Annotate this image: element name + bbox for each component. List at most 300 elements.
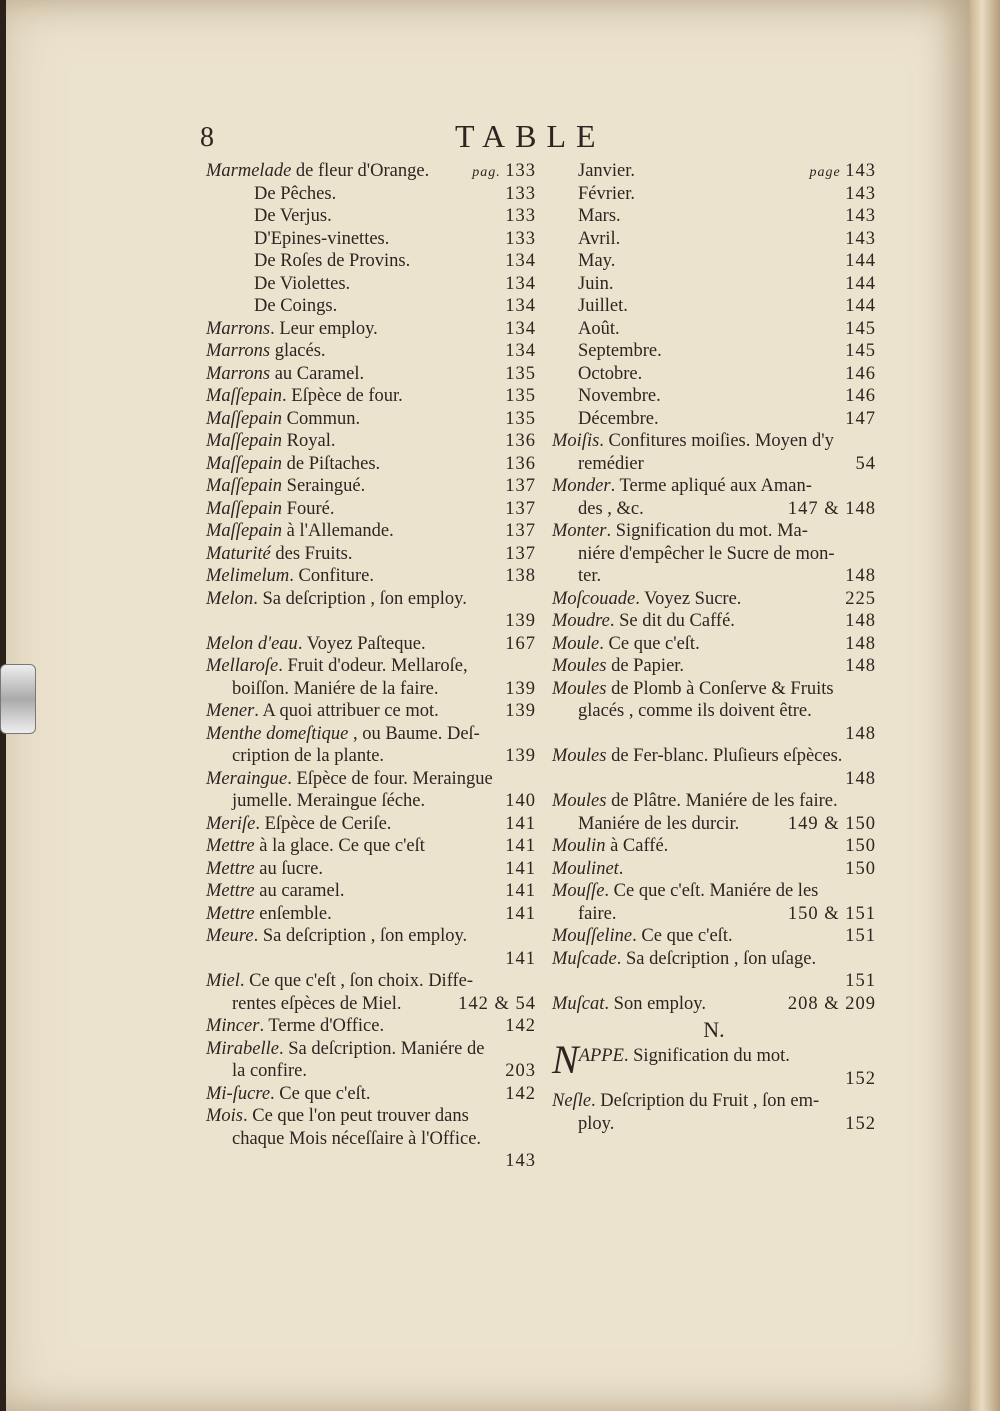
entry-page-ref — [845, 363, 876, 386]
index-entry — [206, 925, 536, 948]
entry-page-ref — [845, 835, 876, 858]
index-entry — [552, 160, 876, 183]
entry-page-ref — [845, 250, 876, 273]
entry-page-ref — [845, 858, 876, 881]
index-entry — [206, 723, 536, 746]
index-entry — [206, 1038, 536, 1061]
entry-text: de fleur d'Orange. — [291, 161, 430, 181]
entry-text: de Piſtaches. — [282, 453, 381, 474]
entry-text: . Eſpèce de four. Meraingue — [287, 768, 493, 789]
index-entry — [552, 453, 876, 476]
index-entry — [552, 183, 876, 206]
entry-page-ref — [845, 723, 876, 746]
entry-text: Avril. — [578, 228, 621, 249]
entry-page-ref — [505, 903, 536, 926]
page-number-ref: 145 — [845, 341, 876, 361]
page-number: 8 — [200, 122, 214, 153]
page-number-ref: 137 — [505, 521, 536, 541]
entry-page-ref — [505, 835, 536, 858]
entry-page-ref — [845, 588, 876, 611]
index-entry — [206, 453, 536, 476]
index-entry — [206, 970, 536, 993]
index-entry — [552, 813, 876, 836]
page-number-ref: 147 — [845, 408, 876, 429]
entry-headword: Marrons — [206, 341, 271, 361]
entry-headword: Moule — [552, 633, 600, 654]
page-number-ref: 146 — [845, 386, 876, 406]
index-entry — [206, 655, 536, 678]
page-number-ref: 147 & 148 — [787, 498, 876, 519]
page-number-ref: 133 — [505, 206, 536, 226]
page-number-ref: 142 — [505, 1016, 536, 1036]
index-entry — [552, 520, 876, 543]
entry-text: Commun. — [282, 408, 361, 429]
entry-page-ref — [505, 1015, 536, 1038]
entry-text: remédier — [578, 453, 644, 474]
entry-headword: Mi-ſucre — [206, 1083, 271, 1104]
index-entry — [206, 250, 536, 273]
entry-page-ref — [505, 610, 536, 633]
entry-text: . Fruit d'odeur. Mellaroſe, — [278, 656, 468, 676]
page-number-ref: 141 — [505, 903, 536, 924]
entry-headword: Moules — [552, 678, 607, 699]
index-entry — [206, 1150, 536, 1173]
entry-headword: Menthe domeſtique — [206, 723, 349, 744]
entry-headword: Mouſſeline — [552, 926, 633, 946]
entry-text: . Ce que c'eſt , ſon choix. Diffe- — [239, 971, 474, 991]
entry-page-ref — [788, 813, 876, 836]
index-entry — [206, 835, 536, 858]
entry-text: . Sa deſcription , ſon employ. — [253, 926, 468, 946]
entry-page-ref — [845, 655, 876, 678]
entry-text: niére d'empêcher le Sucre de mon- — [578, 543, 835, 564]
index-entry — [206, 385, 536, 408]
entry-page-ref — [810, 160, 876, 185]
entry-page-ref — [505, 813, 536, 836]
entry-page-ref — [505, 453, 536, 476]
entry-text: Février. — [578, 183, 636, 204]
index-entry — [206, 1060, 536, 1083]
index-entry — [552, 655, 876, 678]
page-number-ref: 138 — [505, 566, 536, 586]
index-entry — [552, 318, 876, 341]
entry-headword: Muſcat — [552, 993, 605, 1014]
entry-headword: Moiſis — [552, 431, 600, 451]
entry-text: . Voyez Sucre. — [635, 588, 742, 609]
entry-headword: Meriſe — [206, 813, 256, 834]
page-number-ref: 137 — [505, 476, 536, 496]
index-entry — [552, 295, 876, 318]
index-entry — [552, 205, 876, 228]
index-entry — [206, 880, 536, 903]
entry-page-ref — [845, 925, 876, 948]
entry-page-ref — [505, 1083, 536, 1106]
entry-headword: Moules — [552, 656, 607, 676]
entry-text: boiſſon. Maniére de la faire. — [232, 678, 439, 699]
index-entry — [552, 633, 876, 656]
page-number-ref: 133 — [505, 183, 536, 204]
entry-headword: Muſcade — [552, 948, 617, 969]
entry-text: de Plomb à Conſerve & Fruits — [606, 678, 834, 699]
page-number-ref: 134 — [505, 273, 536, 294]
entry-page-ref — [856, 453, 877, 476]
index-entry — [552, 1113, 876, 1136]
entry-headword: Monter — [552, 521, 607, 541]
page-number-ref: 141 — [505, 813, 536, 834]
page-number-ref: 152 — [845, 1068, 876, 1089]
entry-page-ref — [845, 183, 876, 206]
index-entry — [552, 565, 876, 588]
page-number-ref: 148 — [845, 723, 876, 744]
page-number-ref: 135 — [505, 408, 536, 429]
page-number-ref: 136 — [505, 453, 536, 474]
page-number-ref: 133 — [505, 161, 536, 181]
index-entry — [552, 1068, 876, 1091]
entry-text: Janvier. — [578, 161, 636, 181]
entry-text: Août. — [578, 318, 620, 339]
entry-text: des , &c. — [578, 498, 644, 519]
page-number-ref: 139 — [505, 611, 536, 631]
page-number-ref: 134 — [505, 251, 536, 271]
index-column-right — [552, 160, 876, 1135]
entry-headword: Maſſepain — [206, 498, 283, 519]
entry-headword: Maſſepain — [206, 408, 283, 429]
page-number-ref: 143 — [845, 183, 876, 204]
entry-headword: Mener — [206, 701, 255, 721]
entry-headword: Moudre — [552, 611, 610, 631]
entry-text: glacés. — [270, 341, 326, 361]
index-entry — [206, 633, 536, 656]
entry-text: . Sa deſcription , ſon uſage. — [616, 948, 817, 969]
entry-headword: Maſſepain — [206, 386, 283, 406]
index-entry — [552, 385, 876, 408]
entry-text: cription de la plante. — [232, 746, 385, 766]
entry-text: . Sa deſcription , ſon employ. — [253, 588, 467, 609]
entry-text: à l'Allemande. — [282, 521, 394, 541]
index-entry — [552, 700, 876, 723]
index-entry — [552, 1015, 876, 1045]
entry-text: . Terme d'Office. — [259, 1016, 385, 1036]
entry-text: Octobre. — [578, 363, 643, 384]
page-number-ref: 148 — [845, 656, 876, 676]
index-entry — [206, 498, 536, 521]
entry-text: ploy. — [578, 1113, 615, 1134]
entry-text: ter. — [578, 566, 602, 586]
entry-page-ref — [505, 340, 536, 363]
page-edge — [970, 0, 1000, 1411]
entry-page-ref — [505, 1060, 536, 1083]
index-entry — [552, 543, 876, 566]
entry-text: au ſucre. — [254, 858, 323, 879]
entry-text: . Eſpèce de Ceriſe. — [255, 813, 392, 834]
entry-page-ref — [845, 228, 876, 251]
entry-page-ref — [505, 363, 536, 386]
index-entry — [206, 318, 536, 341]
index-entry — [552, 1090, 876, 1113]
entry-text: Royal. — [282, 431, 336, 451]
page-number-ref: 136 — [505, 431, 536, 451]
page-number-ref: 139 — [505, 701, 536, 721]
entry-text: Maniére de les durcir. — [578, 813, 740, 834]
page-number-ref: 141 — [505, 836, 536, 856]
entry-page-ref — [845, 633, 876, 656]
page-number-ref: 150 & 151 — [787, 903, 876, 924]
entry-text: au Caramel. — [270, 363, 365, 384]
entry-headword: Mirabelle — [206, 1038, 279, 1059]
page-number-ref: 151 — [845, 971, 876, 991]
entry-page-ref — [505, 948, 536, 971]
index-column-left — [206, 160, 536, 1173]
entry-page-ref — [505, 408, 536, 431]
index-entry — [552, 903, 876, 926]
page-number-ref: 148 — [845, 566, 876, 586]
entry-page-ref — [505, 565, 536, 588]
entry-page-ref — [458, 993, 536, 1016]
index-entry — [206, 768, 536, 791]
entry-text: de Plâtre. Maniére de les faire. — [606, 791, 838, 811]
page-number-ref: 150 — [845, 858, 876, 879]
entry-headword: Neſle — [552, 1091, 592, 1111]
page-number-ref: 133 — [505, 228, 536, 249]
index-entry — [206, 475, 536, 498]
entry-text: . Signification du mot. — [623, 1046, 790, 1066]
entry-text: glacés , comme ils doivent être. — [578, 701, 812, 721]
entry-text: . — [618, 858, 624, 879]
entry-headword: Marrons — [206, 318, 271, 339]
entry-headword: Maſſepain — [206, 476, 283, 496]
page-number-ref: 149 & 150 — [787, 813, 876, 834]
index-entry — [552, 723, 876, 746]
entry-page-ref — [505, 700, 536, 723]
entry-page-ref — [505, 858, 536, 881]
index-entry — [552, 363, 876, 386]
index-entry — [552, 948, 876, 971]
entry-text: de Papier. — [606, 656, 685, 676]
page-number-ref: 137 — [505, 543, 536, 564]
index-entry — [206, 813, 536, 836]
entry-text: Mars. — [578, 206, 621, 226]
entry-page-ref — [505, 498, 536, 521]
index-entry — [552, 250, 876, 273]
page-number-ref: 135 — [505, 386, 536, 406]
entry-text: . Confiture. — [289, 566, 375, 586]
entry-page-ref — [845, 340, 876, 363]
entry-text: chaque Mois néceſſaire à l'Office. — [232, 1128, 482, 1149]
page-number-ref: 146 — [845, 363, 876, 384]
page-number-ref: 203 — [505, 1061, 536, 1081]
entry-page-ref — [505, 633, 536, 656]
page-number-ref: 144 — [845, 251, 876, 271]
entry-text: . Deſcription du Fruit , ſon em- — [591, 1091, 820, 1111]
entry-text: au caramel. — [254, 881, 345, 901]
page-abbrev: page — [809, 165, 846, 180]
section-letter: N. — [703, 1017, 725, 1042]
index-entry — [552, 745, 876, 768]
index-entry — [206, 1105, 536, 1128]
index-entry — [206, 340, 536, 363]
page-number-ref: 141 — [505, 948, 536, 969]
index-entry — [552, 273, 876, 296]
entry-headword: Mettre — [206, 903, 255, 924]
entry-page-ref — [505, 745, 536, 768]
entry-page-ref — [845, 970, 876, 993]
entry-text: Fouré. — [282, 498, 335, 519]
entry-page-ref — [845, 565, 876, 588]
page-number-ref: 141 — [505, 858, 536, 879]
entry-page-ref — [505, 790, 536, 813]
entry-headword: Melon — [206, 588, 254, 609]
entry-page-ref — [845, 205, 876, 228]
entry-text: Novembre. — [578, 386, 661, 406]
entry-page-ref — [505, 678, 536, 701]
entry-page-ref — [788, 993, 876, 1016]
entry-page-ref — [845, 1113, 876, 1136]
entry-text: , ou Baume. Deſ- — [348, 723, 480, 744]
entry-text: . Sa deſcription. Maniére de — [278, 1038, 485, 1059]
entry-page-ref — [788, 903, 876, 926]
entry-text: . Ce que l'on peut trouver dans — [243, 1106, 469, 1126]
entry-text: jumelle. Meraingue ſéche. — [232, 791, 426, 811]
index-entry — [552, 790, 876, 813]
index-entry — [206, 745, 536, 768]
index-entry — [206, 1083, 536, 1106]
page-number-ref: 225 — [845, 588, 876, 609]
page-number-ref: 134 — [505, 296, 536, 316]
entry-text: faire. — [578, 903, 617, 924]
entry-page-ref — [472, 160, 536, 185]
entry-text: . Voyez Paſteque. — [297, 633, 426, 654]
page-number-ref: 135 — [505, 363, 536, 384]
entry-text: la confire. — [232, 1061, 307, 1081]
entry-text: . Se dit du Caffé. — [609, 611, 735, 631]
index-entry — [552, 970, 876, 993]
index-entry — [206, 678, 536, 701]
entry-headword: Marrons — [206, 363, 271, 384]
entry-page-ref — [505, 475, 536, 498]
entry-page-ref — [788, 498, 876, 521]
entry-text: D'Epines-vinettes. — [254, 228, 390, 249]
entry-text: . Ce que c'eſt. — [632, 926, 733, 946]
page-number-ref: 167 — [505, 633, 536, 654]
index-entry — [206, 205, 536, 228]
index-entry — [552, 588, 876, 611]
page-title: TABLE — [455, 118, 606, 154]
entry-text: Seraingué. — [282, 476, 366, 496]
index-entry — [206, 430, 536, 453]
index-entry — [552, 498, 876, 521]
entry-headword: Meraingue — [206, 768, 288, 789]
entry-headword: Maſſepain — [206, 453, 283, 474]
entry-headword: Mois — [206, 1106, 243, 1126]
entry-headword: Mettre — [206, 881, 255, 901]
entry-page-ref — [505, 430, 536, 453]
index-entry — [206, 700, 536, 723]
index-entry — [206, 183, 536, 206]
entry-text: De Violettes. — [254, 273, 351, 294]
index-entry — [552, 610, 876, 633]
index-entry — [206, 295, 536, 318]
entry-headword: Marmelade — [206, 161, 292, 181]
page-number-ref: 134 — [505, 341, 536, 361]
index-entry — [206, 408, 536, 431]
entry-text: Juillet. — [578, 296, 628, 316]
entry-headword: Mouſſe — [552, 881, 605, 901]
entry-text: . Confitures moiſies. Moyen d'y — [599, 431, 834, 451]
page-number-ref: 145 — [845, 318, 876, 339]
entry-page-ref — [505, 385, 536, 408]
entry-headword: Mettre — [206, 858, 255, 879]
index-entry — [552, 408, 876, 431]
index-entry — [206, 565, 536, 588]
index-entry — [552, 880, 876, 903]
index-entry — [206, 520, 536, 543]
index-entry — [206, 610, 536, 633]
entry-page-ref — [505, 318, 536, 341]
entry-page-ref — [505, 520, 536, 543]
page-number-ref: 144 — [845, 296, 876, 316]
page-number-ref: 142 & 54 — [458, 993, 536, 1014]
page-number-ref: 144 — [845, 273, 876, 294]
page-number-ref: 150 — [845, 836, 876, 856]
index-entry — [206, 790, 536, 813]
index-entry — [552, 430, 876, 453]
page-number-ref: 139 — [505, 678, 536, 699]
entry-page-ref — [845, 273, 876, 296]
entry-headword: Moules — [552, 791, 607, 811]
entry-page-ref — [845, 385, 876, 408]
entry-headword: Maſſepain — [206, 431, 283, 451]
entry-headword: Melon d'eau — [206, 633, 298, 654]
entry-text: De Coings. — [254, 296, 338, 316]
page-number-ref: 208 & 209 — [787, 993, 876, 1014]
entry-text: . Son employ. — [604, 993, 706, 1014]
entry-text: Décembre. — [578, 408, 659, 429]
index-entry — [206, 903, 536, 926]
entry-text: De Verjus. — [254, 206, 332, 226]
index-entry — [206, 993, 536, 1016]
entry-headword: Maſſepain — [206, 521, 283, 541]
index-entry — [552, 340, 876, 363]
entry-headword: Mincer — [206, 1016, 260, 1036]
index-entry — [206, 543, 536, 566]
page-number-ref: 54 — [855, 453, 876, 474]
index-entry — [552, 925, 876, 948]
entry-text: . Signification du mot. Ma- — [606, 521, 808, 541]
entry-page-ref — [845, 610, 876, 633]
entry-text: à Caffé. — [605, 836, 669, 856]
entry-page-ref — [505, 273, 536, 296]
drop-cap: N — [552, 1037, 579, 1082]
entry-text: de Fer-blanc. Pluſieurs eſpèces. — [606, 746, 843, 766]
index-entry — [206, 273, 536, 296]
entry-headword: Moulin — [552, 836, 606, 856]
entry-text: Septembre. — [578, 341, 662, 361]
entry-headword: Miel — [206, 971, 240, 991]
entry-text: . Ce que c'eſt. Maniére de les — [604, 881, 819, 901]
index-entry — [552, 228, 876, 251]
entry-text: . Leur employ. — [270, 318, 378, 339]
entry-page-ref — [505, 880, 536, 903]
entry-page-ref — [505, 543, 536, 566]
index-entry — [552, 678, 876, 701]
entry-text: enſemble. — [254, 903, 332, 924]
page-number-ref: 151 — [845, 926, 876, 946]
entry-text: à la glace. Ce que c'eſt — [254, 836, 425, 856]
entry-text: des Fruits. — [270, 543, 353, 564]
entry-text: . Ce que c'eſt. — [270, 1083, 371, 1104]
entry-page-ref — [845, 318, 876, 341]
entry-text: De Roſes de Provins. — [254, 251, 411, 271]
